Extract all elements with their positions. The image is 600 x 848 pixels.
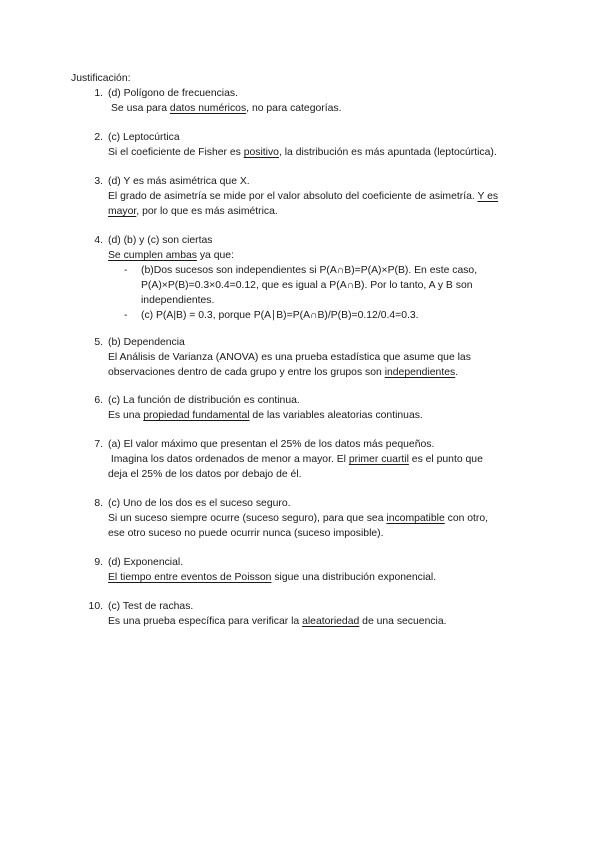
answer-item-7 bbox=[71, 437, 541, 482]
item-number: 1. bbox=[94, 88, 103, 99]
item-number: 3. bbox=[94, 176, 103, 187]
explanation-text: El Análisis de Varianza (ANOVA) es una prueba estadística que asume que las bbox=[108, 352, 471, 363]
underlined-term: Y es bbox=[477, 191, 499, 202]
answer-item-3 bbox=[71, 174, 541, 219]
underlined-term: Se cumplen ambas bbox=[108, 250, 197, 261]
answer-text: (b) Dependencia bbox=[108, 337, 185, 348]
item-number: 4. bbox=[94, 235, 103, 246]
underlined-term: propiedad fundamental bbox=[143, 410, 250, 421]
explanation-text: El grado de asimetría se mide por el valor absoluto del coeficiente de asimetría. Y es bbox=[108, 191, 499, 202]
answer-text: (d) Polígono de frecuencias. bbox=[108, 88, 238, 99]
underlined-term: El tiempo entre eventos de Poisson bbox=[108, 572, 272, 583]
bullet-item: - (c) P(A|B) = 0.3, porque P(A∣B)=P(A∩B)/P(B)=0.12/0.4=0.3. bbox=[124, 310, 419, 321]
item-number: 8. bbox=[94, 498, 103, 509]
explanation-text: observaciones dentro de cada grupo y entre los grupos son independientes. bbox=[108, 367, 459, 378]
justification-heading: Justificación: bbox=[71, 73, 131, 84]
answer-text: (a) El valor máximo que presentan el 25% de los datos más pequeños. bbox=[108, 439, 435, 450]
answer-item-8 bbox=[71, 496, 541, 541]
explanation-text: El tiempo entre eventos de Poisson sigue una distribución exponencial. bbox=[108, 572, 437, 583]
answer-text: (c) Uno de los dos es el suceso seguro. bbox=[108, 498, 291, 509]
answer-text: (c) La función de distribución es continua. bbox=[108, 395, 300, 406]
answer-item-5 bbox=[71, 335, 541, 380]
explanation-text: ese otro suceso no puede ocurrir nunca (suceso imposible). bbox=[108, 528, 384, 539]
item-number: 6. bbox=[94, 395, 103, 406]
underlined-term: incompatible bbox=[386, 513, 445, 524]
answer-text: (c) Test de rachas. bbox=[108, 601, 194, 612]
answer-item-2 bbox=[71, 130, 541, 160]
underlined-term: positivo bbox=[243, 147, 279, 158]
answer-text: (d) (b) y (c) son ciertas bbox=[108, 235, 213, 246]
underlined-term: datos numéricos bbox=[169, 103, 247, 114]
answer-item-9 bbox=[71, 555, 541, 585]
explanation-text: deja el 25% de los datos por debajo de él. bbox=[108, 469, 302, 480]
answer-text: (c) Leptocúrtica bbox=[108, 132, 180, 143]
underlined-term: mayor bbox=[108, 206, 137, 217]
answer-item-4 bbox=[71, 233, 541, 323]
item-number: 7. bbox=[94, 439, 103, 450]
explanation-text: Imagina los datos ordenados de menor a mayor. El primer cuartil es el punto que bbox=[108, 454, 483, 465]
answer-text: (d) Exponencial. bbox=[108, 557, 184, 568]
item-number: 5. bbox=[94, 337, 103, 348]
explanation-text: Si un suceso siempre ocurre (suceso seguro), para que sea incompatible con otro, bbox=[108, 513, 489, 524]
explanation-text: mayor, por lo que es más asimétrica. bbox=[108, 206, 278, 217]
answer-item-6 bbox=[71, 393, 541, 423]
answer-item-10 bbox=[71, 599, 541, 629]
explanation-text: Es una propiedad fundamental de las variables aleatorias continuas. bbox=[108, 410, 423, 421]
underlined-term: independientes bbox=[384, 367, 456, 378]
answer-item-1 bbox=[71, 86, 541, 116]
item-number: 9. bbox=[94, 557, 103, 568]
underlined-term: aleatoriedad bbox=[302, 616, 360, 627]
explanation-text: Se usa para datos numéricos, no para categorías. bbox=[111, 103, 342, 114]
item-number: 10. bbox=[88, 601, 103, 612]
explanation-text: Si el coeficiente de Fisher es positivo, la distribución es más apuntada (leptocúrtica). bbox=[108, 147, 497, 158]
explanation-text: Se cumplen ambas ya que: bbox=[108, 250, 234, 261]
answer-text: (d) Y es más asimétrica que X. bbox=[108, 176, 250, 187]
bullet-item: - (b)Dos sucesos son independientes si P(A∩B)=P(A)×P(B). En este caso, P(A)×P(B)=0.3×0.4=0.12, que es igual a P(A∩B). Por lo tanto, A y B son independientes. bbox=[124, 265, 478, 306]
underlined-term: primer cuartil bbox=[348, 454, 409, 465]
item-number: 2. bbox=[94, 132, 103, 143]
explanation-text: Es una prueba específica para verificar la aleatoriedad de una secuencia. bbox=[108, 616, 447, 627]
